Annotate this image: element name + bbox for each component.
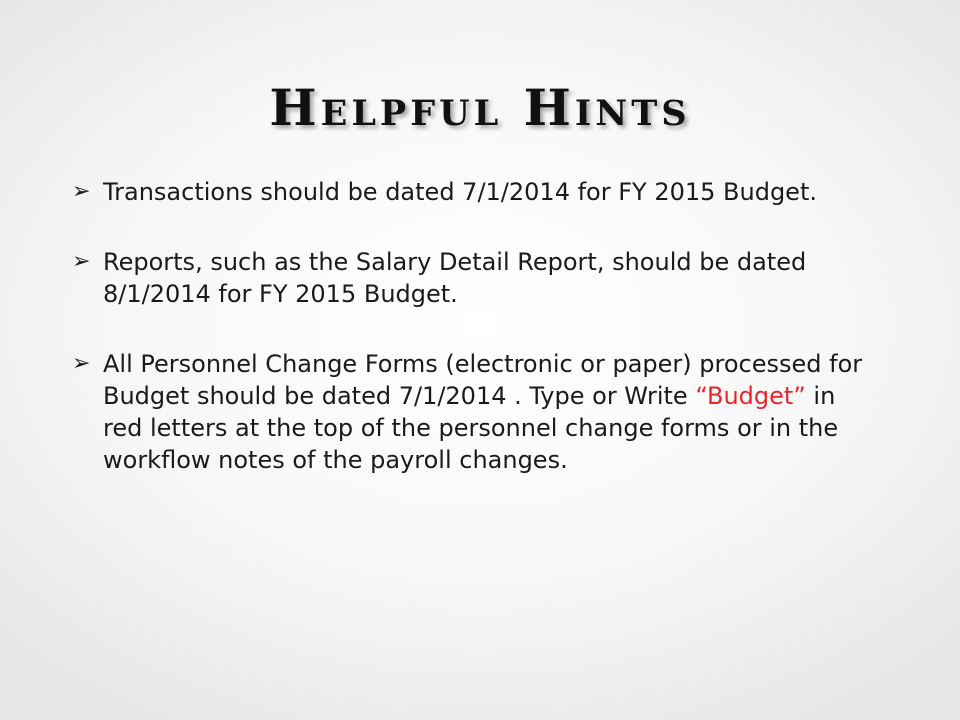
arrow-bullet-icon: ➢: [72, 351, 91, 376]
bullet-text: Transactions should be dated 7/1/2014 for FY 2015 Budget.: [103, 178, 817, 206]
bullet-list: [72, 176, 872, 514]
bullet-item-personnel-forms: [72, 348, 872, 476]
arrow-bullet-icon: ➢: [72, 179, 91, 204]
bullet-text: Reports, such as the Salary Detail Report, should be dated 8/1/2014 for FY 2015 Budget.: [103, 248, 807, 308]
bullet-text-after: in red letters at the top of the personnel change forms or in the workflow notes of the payroll changes.: [103, 382, 839, 474]
slide-title: Helpful Hints: [269, 78, 691, 137]
bullet-item-transactions: [72, 176, 872, 208]
budget-highlight-text: “Budget”: [695, 382, 806, 410]
bullet-text-before: All Personnel Change Forms (electronic or paper) processed for Budget should be dated 7/1/2014 . Type or Write: [103, 350, 863, 410]
arrow-bullet-icon: ➢: [72, 249, 91, 274]
bullet-item-reports: [72, 246, 872, 310]
